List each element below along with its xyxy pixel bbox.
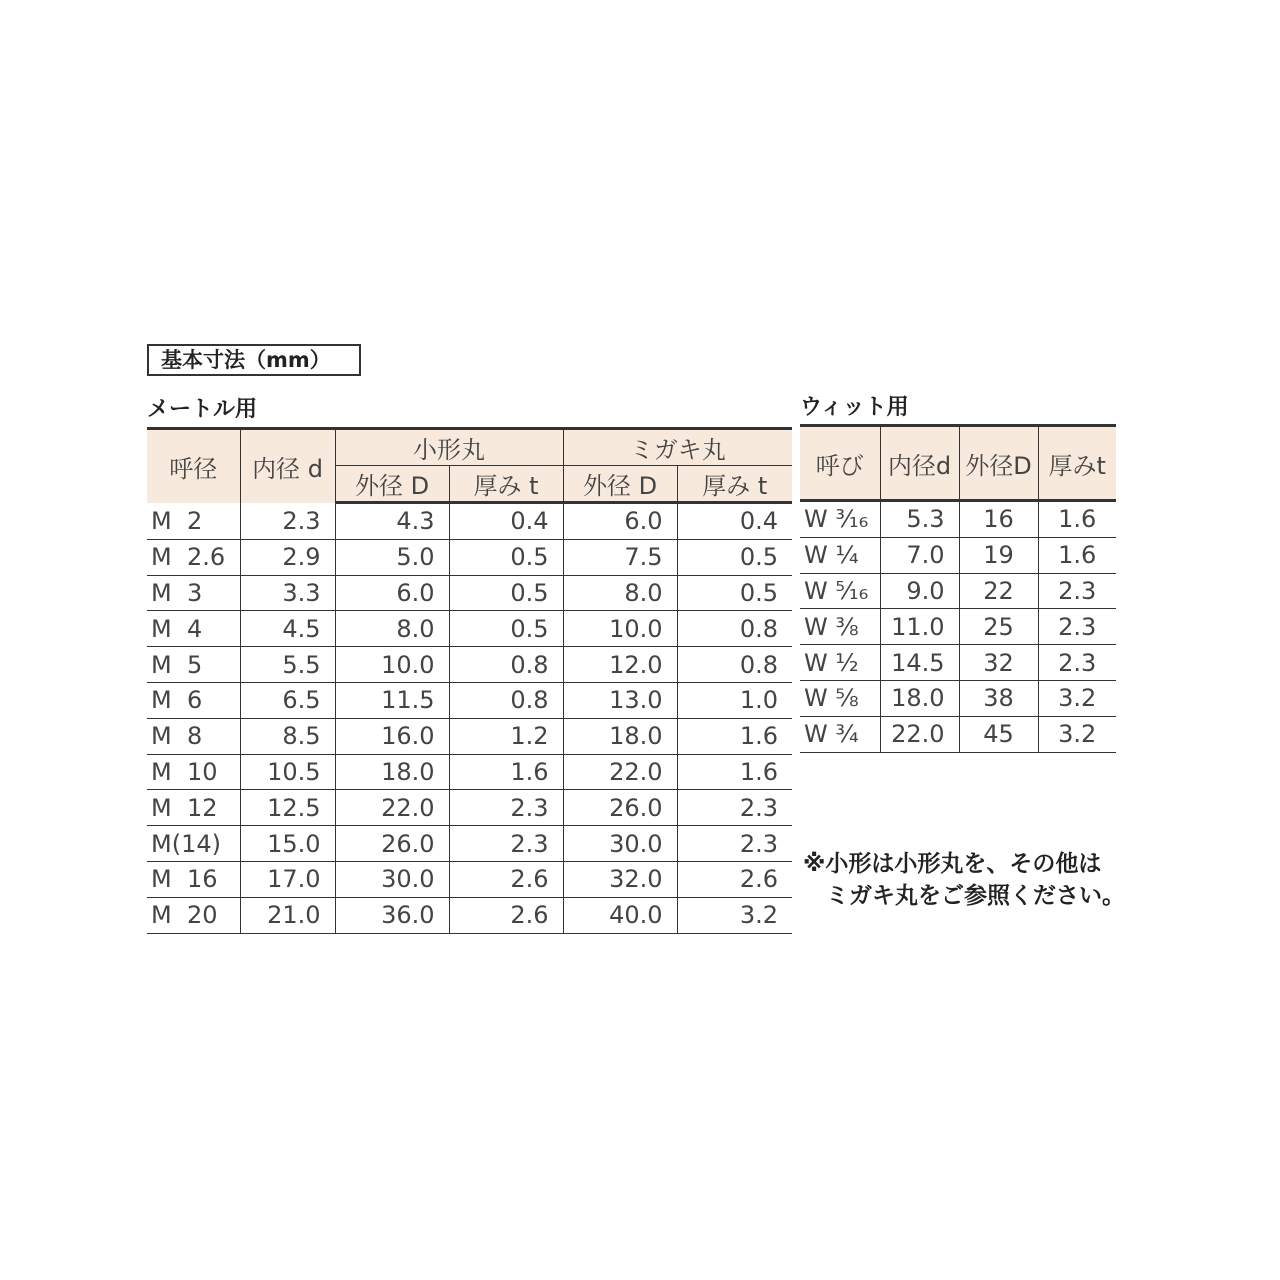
table-cell: 26.0: [563, 790, 677, 826]
table-cell: 13.0: [563, 682, 677, 718]
table-cell: 11.0: [880, 609, 959, 645]
header-nominal: 呼径: [147, 429, 240, 503]
whitworth-dimensions-table: [800, 424, 1116, 753]
header-small-round: 小形丸: [335, 429, 563, 466]
note-line-1: ※小形は小形丸を、その他は: [803, 851, 1102, 877]
header-inner-diameter: 内径 d: [240, 429, 335, 503]
table-cell: 0.5: [449, 611, 563, 647]
table-cell: 1.6: [677, 718, 792, 754]
table-cell: 36.0: [335, 897, 449, 933]
table-cell: 12.0: [563, 647, 677, 683]
table-row: [147, 647, 792, 683]
table-cell: 1.6: [1038, 501, 1116, 538]
table-cell: M 4: [147, 611, 240, 647]
table-cell: 14.5: [880, 645, 959, 681]
table-cell: 0.4: [449, 503, 563, 540]
table-row: [800, 501, 1116, 538]
table-row: [147, 718, 792, 754]
table-row: [147, 539, 792, 575]
table-cell: 18.0: [563, 718, 677, 754]
table-cell: 0.8: [449, 682, 563, 718]
table-cell: 9.0: [880, 573, 959, 609]
dimensions-title: 基本寸法（mm）: [147, 344, 361, 376]
table-cell: 2.3: [449, 790, 563, 826]
table-cell: 40.0: [563, 897, 677, 933]
table-cell: 4.3: [335, 503, 449, 540]
whit-header-nominal: 呼び: [800, 426, 880, 501]
table-cell: W ¾: [800, 716, 880, 752]
table-cell: 30.0: [563, 826, 677, 862]
header-polished-round: ミガキ丸: [563, 429, 792, 466]
table-cell: 3.3: [240, 575, 335, 611]
table-cell: W ⅝: [800, 680, 880, 716]
table-cell: 2.3: [1038, 645, 1116, 681]
table-cell: 8.5: [240, 718, 335, 754]
table-cell: W ¼: [800, 537, 880, 573]
table-cell: 2.6: [677, 861, 792, 897]
table-cell: M 2.6: [147, 539, 240, 575]
table-cell: 18.0: [335, 754, 449, 790]
table-cell: M 20: [147, 897, 240, 933]
table-cell: 12.5: [240, 790, 335, 826]
metric-section-label: メートル用: [147, 397, 258, 422]
table-cell: M(14): [147, 826, 240, 862]
whit-header-thickness: 厚みt: [1038, 426, 1116, 501]
table-row: [147, 754, 792, 790]
table-cell: 22: [959, 573, 1038, 609]
table-cell: 2.6: [449, 897, 563, 933]
table-cell: 5.3: [880, 501, 959, 538]
table-cell: W ⅜: [800, 609, 880, 645]
table-cell: 0.5: [677, 539, 792, 575]
table-cell: 38: [959, 680, 1038, 716]
table-row: [147, 575, 792, 611]
table-cell: M 5: [147, 647, 240, 683]
table-cell: 10.5: [240, 754, 335, 790]
table-cell: 19: [959, 537, 1038, 573]
usage-note: [803, 848, 1125, 912]
table-cell: 1.0: [677, 682, 792, 718]
table-cell: 10.0: [335, 647, 449, 683]
table-cell: 32: [959, 645, 1038, 681]
table-row: [147, 826, 792, 862]
table-row: [800, 645, 1116, 681]
table-cell: 15.0: [240, 826, 335, 862]
table-cell: 18.0: [880, 680, 959, 716]
table-row: [147, 611, 792, 647]
header-small-thickness: 厚み t: [449, 466, 563, 503]
whit-header-outer: 外径D: [959, 426, 1038, 501]
table-cell: 2.9: [240, 539, 335, 575]
table-cell: W ⁵⁄₁₆: [800, 573, 880, 609]
table-cell: 11.5: [335, 682, 449, 718]
table-cell: 22.0: [335, 790, 449, 826]
table-cell: 2.3: [1038, 609, 1116, 645]
table-cell: 2.3: [677, 790, 792, 826]
table-row: [800, 716, 1116, 752]
table-cell: 5.5: [240, 647, 335, 683]
table-cell: 10.0: [563, 611, 677, 647]
header-polished-outer: 外径 D: [563, 466, 677, 503]
table-cell: 5.0: [335, 539, 449, 575]
table-cell: M 10: [147, 754, 240, 790]
header-polished-thickness: 厚み t: [677, 466, 792, 503]
table-cell: M 8: [147, 718, 240, 754]
table-cell: 0.8: [677, 647, 792, 683]
table-cell: 3.2: [1038, 716, 1116, 752]
table-cell: 21.0: [240, 897, 335, 933]
table-cell: M 2: [147, 503, 240, 540]
table-cell: 22.0: [880, 716, 959, 752]
table-row: [800, 609, 1116, 645]
table-cell: 8.0: [335, 611, 449, 647]
table-cell: 0.8: [449, 647, 563, 683]
table-cell: 2.3: [449, 826, 563, 862]
table-row: [800, 573, 1116, 609]
table-cell: 0.5: [677, 575, 792, 611]
note-line-2: ミガキ丸をご参照ください。: [826, 883, 1125, 909]
table-cell: 30.0: [335, 861, 449, 897]
table-cell: 6.5: [240, 682, 335, 718]
table-cell: 7.5: [563, 539, 677, 575]
metric-dimensions-table: [147, 427, 792, 934]
table-cell: 2.3: [240, 503, 335, 540]
table-cell: 45: [959, 716, 1038, 752]
table-cell: 2.3: [1038, 573, 1116, 609]
table-cell: 0.5: [449, 539, 563, 575]
table-cell: 32.0: [563, 861, 677, 897]
table-cell: 3.2: [1038, 680, 1116, 716]
table-cell: 26.0: [335, 826, 449, 862]
table-row: [147, 503, 792, 540]
whit-header-inner: 内径d: [880, 426, 959, 501]
table-cell: 8.0: [563, 575, 677, 611]
header-small-outer: 外径 D: [335, 466, 449, 503]
table-cell: M 12: [147, 790, 240, 826]
table-cell: 17.0: [240, 861, 335, 897]
table-cell: 2.3: [677, 826, 792, 862]
table-cell: 6.0: [563, 503, 677, 540]
whitworth-section-label: ウィット用: [800, 395, 909, 420]
table-cell: 1.6: [449, 754, 563, 790]
table-row: [147, 861, 792, 897]
table-cell: 6.0: [335, 575, 449, 611]
table-cell: 0.8: [677, 611, 792, 647]
table-cell: 22.0: [563, 754, 677, 790]
table-cell: 25: [959, 609, 1038, 645]
table-cell: 16: [959, 501, 1038, 538]
table-cell: 3.2: [677, 897, 792, 933]
table-cell: 0.4: [677, 503, 792, 540]
table-row: [147, 897, 792, 933]
table-row: [800, 680, 1116, 716]
table-row: [147, 682, 792, 718]
table-cell: M 16: [147, 861, 240, 897]
table-cell: 2.6: [449, 861, 563, 897]
table-cell: 1.2: [449, 718, 563, 754]
table-cell: M 6: [147, 682, 240, 718]
table-cell: W ½: [800, 645, 880, 681]
table-cell: 0.5: [449, 575, 563, 611]
table-cell: 1.6: [677, 754, 792, 790]
table-cell: 7.0: [880, 537, 959, 573]
table-cell: M 3: [147, 575, 240, 611]
table-row: [800, 537, 1116, 573]
table-cell: 16.0: [335, 718, 449, 754]
table-row: [147, 790, 792, 826]
table-cell: 4.5: [240, 611, 335, 647]
table-cell: W ³⁄₁₆: [800, 501, 880, 538]
table-cell: 1.6: [1038, 537, 1116, 573]
